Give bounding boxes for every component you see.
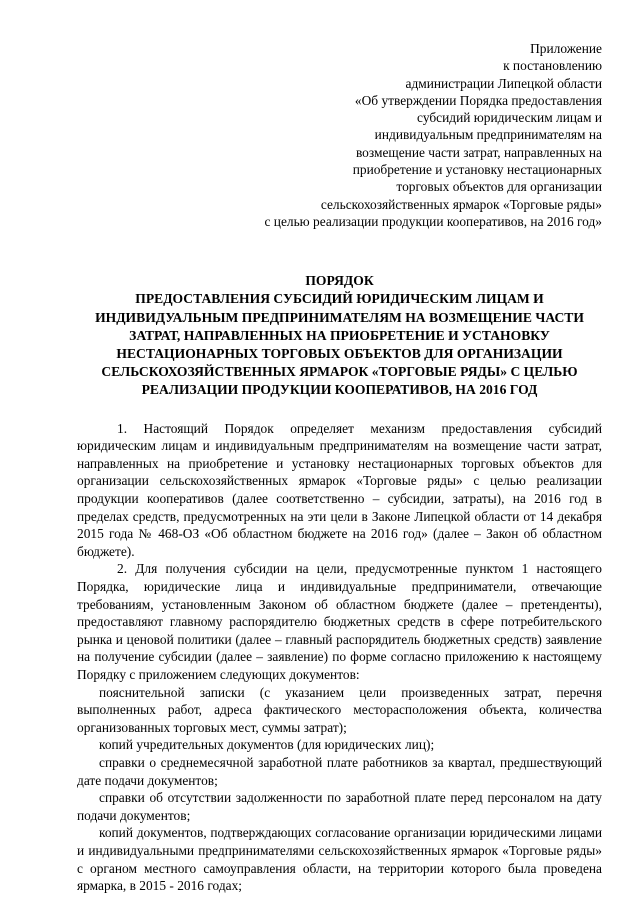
- title-line: НЕСТАЦИОНАРНЫХ ТОРГОВЫХ ОБЪЕКТОВ ДЛЯ ОРГАНИЗАЦИИ: [116, 346, 563, 362]
- appendix-line: Приложение: [530, 41, 602, 56]
- appendix-line: сельскохозяйственных ярмарок «Торговые ряды»: [320, 196, 602, 212]
- paragraph-2: 2. Для получения субсидии на цели, предусмотренные пунктом 1 настоящего Порядка, юридические лица и индивидуальные предприниматели, отвечающие требованиям, установленным Законом об областном бюджете (далее – претенденты), предоставляют главному распорядителю бюджетных средств в сфере потребительского рынка и ценовой политики (далее – главный распорядитель бюджетных средств) заявление на получение субсидии (далее – заявление) по форме согласно приложению к настоящему Порядку с приложением следующих документов:: [77, 561, 602, 682]
- appendix-line: «Об утверждении Порядка предоставления: [354, 92, 602, 108]
- list-item: копий документов, подтверждающих согласование организации юридическими лицами и индивидуальными предпринимателями сельскохозяйственных ярмарок «Торговые ряды» с органом местного самоуправления области, на территории которого была проведена ярмарка, в 2015 - 2016 годах;: [77, 825, 602, 894]
- appendix-line: индивидуальным предпринимателям на: [374, 127, 602, 143]
- appendix-line: администрации Липецкой области: [405, 75, 602, 91]
- appendix-line: к постановлению: [503, 58, 602, 74]
- list-item: справки о среднемесячной заработной плате работников за квартал, предшествующий дате подачи документов;: [77, 754, 602, 788]
- appendix-line: приобретение и установку нестационарных: [352, 162, 602, 178]
- document-title: [77, 272, 602, 399]
- appendix-line: субсидий юридическим лицам и: [417, 110, 602, 126]
- list-item: пояснительной записки (с указанием цели произведенных затрат, перечня выполненных работ, адреса фактического месторасположения объекта, количества организованных торговых мест, суммы затрат);: [77, 684, 602, 735]
- appendix-line: торговых объектов для организации: [396, 179, 602, 195]
- title-line: СЕЛЬСКОХОЗЯЙСТВЕННЫХ ЯРМАРОК «ТОРГОВЫЕ РЯДЫ» С ЦЕЛЬЮ: [101, 364, 578, 380]
- title-line: ПРЕДОСТАВЛЕНИЯ СУБСИДИЙ ЮРИДИЧЕСКИМ ЛИЦАМ И: [135, 291, 544, 307]
- paragraph-1: 1. Настоящий Порядок определяет механизм предоставления субсидий юридическим лицам и индивидуальным предпринимателям на возмещение части затрат, направленных на приобретение и установку нестационарных торговых объектов для организации сельскохозяйственных ярмарок «Торговые ряды» с целью реализации продукции кооперативов (далее соответственно – субсидии, затраты), на 2016 год в пределах средств, предусмотренных на эти цели в Законе Липецкой области от 14 декабря 2015 года № 468-ОЗ «Об областном бюджете на 2016 год» (далее – Закон об областном бюджете).: [77, 420, 602, 559]
- title-line: РЕАЛИЗАЦИИ ПРОДУКЦИИ КООПЕРАТИВОВ, НА 2016 ГОД: [141, 382, 538, 398]
- list-item: копий учредительных документов (для юридических лиц);: [99, 737, 435, 753]
- title-line: ИНДИВИДУАЛЬНЫМ ПРЕДПРИНИМАТЕЛЯМ НА ВОЗМЕЩЕНИЕ ЧАСТИ: [95, 309, 584, 325]
- title-main: ПОРЯДОК: [305, 273, 374, 289]
- appendix-line: возмещение части затрат, направленных на: [355, 144, 602, 160]
- appendix-line: с целью реализации продукции кооперативов, на 2016 год»: [264, 213, 602, 229]
- document-body: [77, 420, 602, 895]
- appendix-header: [77, 40, 602, 230]
- list-item: справки об отсутствии задолженности по заработной плате перед персоналом на дату подачи документов;: [77, 790, 602, 823]
- title-line: ЗАТРАТ, НАПРАВЛЕННЫХ НА ПРИОБРЕТЕНИЕ И УСТАНОВКУ: [129, 327, 550, 343]
